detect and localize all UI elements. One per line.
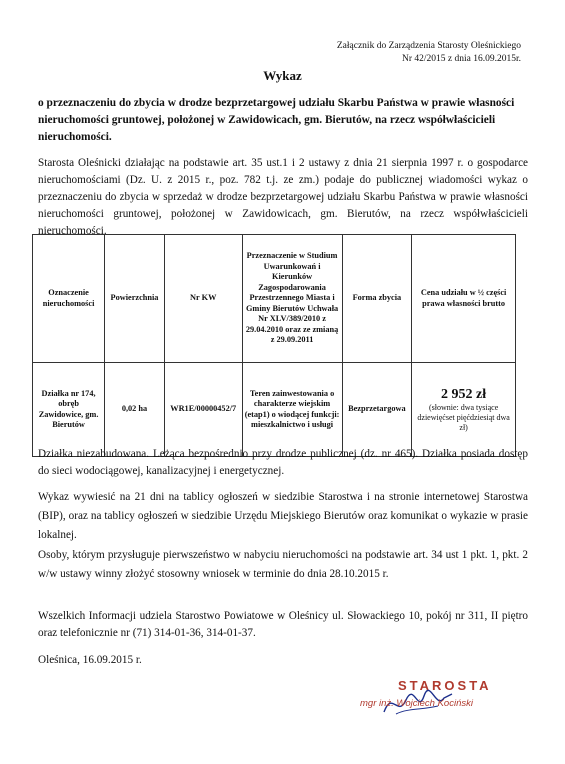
price-in-words: (słownie: dwa tysiące dziewięćset pięćdziesiąt dwa zł) [417,403,510,432]
attachment-line-2: Nr 42/2015 z dnia 16.09.2015r. [401,54,521,64]
header-kw: Nr KW [164,235,242,363]
stamp-title: STAROSTA [398,678,492,693]
property-table [32,234,516,457]
price-value: 2 952 zł [441,387,487,402]
header-form: Forma zbycia [342,235,412,363]
paragraph-publication: Wykaz wywiesić na 21 dni na tablicy ogłoszeń w siedzibie Starostwa i na stronie internetowej Starostwa (BIP), oraz na tablicy ogłoszeń w siedzibie Urzędu Miejskiego Bierutów oraz komunikat o wykazie w prasie lokalnej. [38,491,528,541]
cell-area: 0,02 ha [105,363,165,457]
attachment-line-1: Załącznik do Zarządzenia Starosty Oleśnickiego [336,41,521,51]
table-row [33,363,516,457]
paragraph-contact: Wszelkich Informacji udziela Starostwo Powiatowe w Oleśnicy ul. Słowackiego 10, pokój nr 311, II piętro oraz telefonicznie nr (71) 314-01-36, 314-01-37. [38,610,528,639]
attachment-header [261,40,521,66]
header-price: Cena udziału w ½ części prawa własności brutto [412,235,516,363]
table-header-row [33,235,516,363]
intro-paragraph: Starosta Oleśnicki działając na podstawie art. 35 ust.1 i 2 ustawy z dnia 21 sierpnia 1997 r. o gospodarce nieruchomościami (Dz. U. z 2015 r., poz. 782 t.j. ze zm.) podaje do publicznej wiadomości wykaz o przeznaczeniu do zbycia w sprzedaż w drodze bezprzetargowej udziału Skarbu Państwa w prawie własności nieruchomości gruntowej, położonej w Zawidowicach, gm. Bierutów, na rzecz współwłaścicieli nieruchomości. [38,157,528,237]
stamp-signatory: mgr inż. Wojciech Kociński [360,698,473,709]
header-designation: Oznaczenie nieruchomości [33,235,105,363]
cell-form: Bezprzetargowa [342,363,412,457]
cell-kw: WR1E/00000452/7 [164,363,242,457]
document-subject: o przeznaczeniu do zbycia w drodze bezprzetargowej udziału Skarbu Państwa w prawie własności nieruchomości gruntowej, położonej w Zawidowicach, gm. Bierutów, na rzecz współwłaścicieli nieruchomości. [38,97,515,143]
header-purpose: Przeznaczenie w Studium Uwarunkowań i Kierunków Zagospodarowania Przestrzennego Miasta i Gminy Bierutów Uchwała Nr XLV/389/2010 z 29.04.2010 oraz ze zmianą z 29.09.2011 [242,235,342,363]
place-and-date: Oleśnica, 16.09.2015 r. [38,654,142,666]
paragraph-plot-description: Działka niezabudowana. Leżąca bezpośrednio przy drodze publicznej (dz. nr 465). Działka posiada dostęp do sieci wodociągowej, kanalizacyjnej i energetycznej. [38,448,528,477]
cell-designation: Działka nr 174, obręb Zawidowice, gm. Bierutów [33,363,105,457]
header-area: Powierzchnia [105,235,165,363]
cell-purpose: Teren zainwestowania o charakterze wiejskim (etap1) o wiodącej funkcji: mieszkalnictwo i usługi [242,363,342,457]
cell-price [412,363,516,457]
document-title: Wykaz [263,68,302,83]
paragraph-priority: Osoby, którym przysługuje pierwszeństwo w nabyciu nieruchomości na podstawie art. 34 ust 1 pkt. 1, pkt. 2 w/w ustawy winny złożyć stosowny wniosek w terminie do dnia 28.10.2015 r. [38,549,528,580]
